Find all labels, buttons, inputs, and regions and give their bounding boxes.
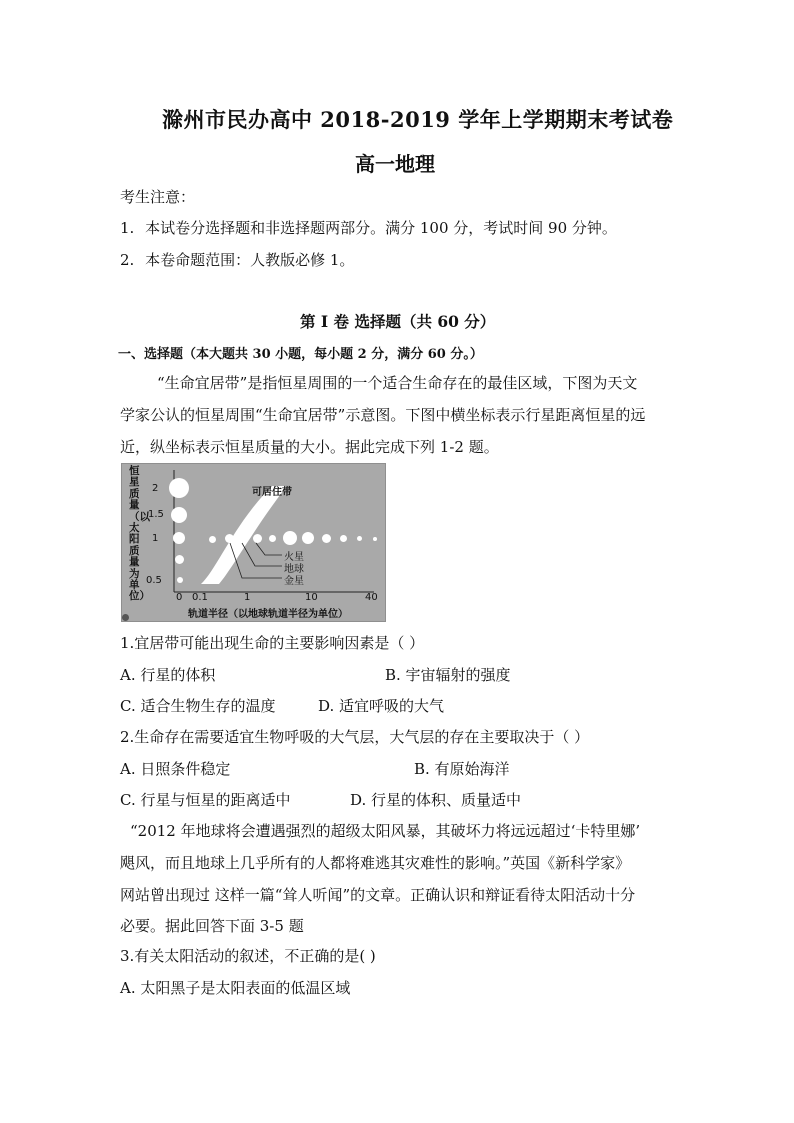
planet-dot: [302, 532, 314, 544]
notice-item-number: 1.: [120, 219, 135, 237]
notice-item-number: 2.: [120, 251, 135, 269]
passage-2-line-4: 必要。据此回答下面 3-5 题: [120, 917, 304, 935]
venus-dot: [239, 534, 248, 543]
question-1-option-a: A. 行星的体积: [120, 666, 216, 684]
y-tick-label: 1.5: [148, 509, 164, 520]
planet-dot: [283, 531, 297, 545]
habitable-zone-label: 可居住带: [252, 487, 292, 498]
passage-1-line-2: 学家公认的恒星周围“生命宜居带”示意图。下图中横坐标表示行星距离恒星的远: [120, 406, 646, 424]
y-tick-label: 0.5: [146, 575, 162, 586]
x-tick-label: 0: [176, 592, 183, 603]
planet-dot: [340, 535, 347, 542]
planet-dot: [373, 537, 377, 541]
passage-1-line-3: 近，纵坐标表示恒星质量的大小。据此完成下列 1-2 题。: [120, 438, 499, 456]
question-1-option-d: D. 适宜呼吸的大气: [318, 697, 445, 715]
question-1-option-c: C. 适合生物生存的温度: [120, 697, 276, 715]
y-tick-label: 2: [152, 483, 159, 494]
corner-marker-icon: [122, 614, 129, 621]
notice-item-text: 本试卷分选择题和非选择题两部分。满分 100 分，考试时间 90 分钟。: [145, 219, 617, 237]
star-dot: [169, 478, 189, 498]
x-axis-label: 轨道半径（以地球轨道半径为单位）: [188, 609, 348, 620]
question-2-stem: 2.生命存在需要适宜生物呼吸的大气层，大气层的存在主要取决于（ ）: [120, 728, 590, 746]
x-tick-label: 40: [365, 592, 378, 603]
passage-2-line-1: “2012 年地球将会遭遇强烈的超级太阳风暴，其破坏力将远远超过‘卡特里娜’: [130, 822, 641, 840]
earth-label: 地球: [284, 564, 304, 575]
question-3-stem: 3.有关太阳活动的叙述，不正确的是( ): [120, 947, 376, 965]
question-2-option-c: C. 行星与恒星的距离适中: [120, 791, 291, 809]
notice-item-1: [120, 217, 617, 238]
passage-2-line-2: 飓风，而且地球上几乎所有的人都将难逃其灾难性的影响。”英国《新科学家》: [120, 854, 631, 872]
star-dot: [175, 555, 184, 564]
habitable-zone-figure: [121, 463, 386, 622]
x-tick-label: 0.1: [192, 592, 208, 603]
question-2-option-a: A. 日照条件稳定: [120, 760, 231, 778]
subject-title: 高一地理: [355, 152, 435, 176]
mars-dot: [269, 535, 276, 542]
x-tick-label: 1: [244, 592, 251, 603]
notice-item-2: [120, 249, 354, 270]
planet-dot: [357, 536, 362, 541]
y-tick-label: 1: [152, 533, 159, 544]
x-tick-label: 10: [305, 592, 318, 603]
question-1-option-b: B. 宇宙辐射的强度: [385, 666, 511, 684]
exam-title: 滁州市民办高中 2018-2019 学年上学期期末考试卷: [162, 107, 674, 132]
notice-heading: 考生注意：: [120, 188, 196, 206]
question-1-stem: 1.宜居带可能出现生命的主要影响因素是（ ）: [120, 634, 425, 652]
mars-leader-line: [256, 543, 282, 555]
planet-dot: [225, 534, 234, 543]
question-3-option-a: A. 太阳黑子是太阳表面的低温区域: [120, 979, 351, 997]
question-2-option-b: B. 有原始海洋: [414, 760, 510, 778]
star-dot: [171, 507, 187, 523]
planet-dot: [322, 534, 331, 543]
passage-1-line-1: “生命宜居带”是指恒星周围的一个适合生命存在的最佳区域，下图为天文: [157, 374, 638, 392]
section-instruction: 一、选择题（本大题共 30 小题，每小题 2 分，满分 60 分。）: [118, 347, 483, 362]
planet-dot: [209, 536, 216, 543]
star-dot: [173, 532, 185, 544]
notice-item-text: 本卷命题范围：人教版必修 1。: [145, 251, 355, 269]
earth-dot: [253, 534, 262, 543]
earth-leader-line: [242, 543, 282, 566]
passage-2-line-3: 网站曾出现过 这样一篇“耸人听闻”的文章。正确认识和辩证看待太阳活动十分: [120, 886, 636, 904]
question-2-option-d: D. 行星的体积、质量适中: [350, 791, 522, 809]
star-dot: [177, 577, 183, 583]
mars-label: 火星: [284, 552, 304, 563]
y-axis-label: 恒星质量（以太阳质量为单位）: [129, 465, 150, 603]
section-title: 第 I 卷 选择题（共 60 分）: [300, 312, 496, 331]
venus-label: 金星: [284, 576, 304, 587]
